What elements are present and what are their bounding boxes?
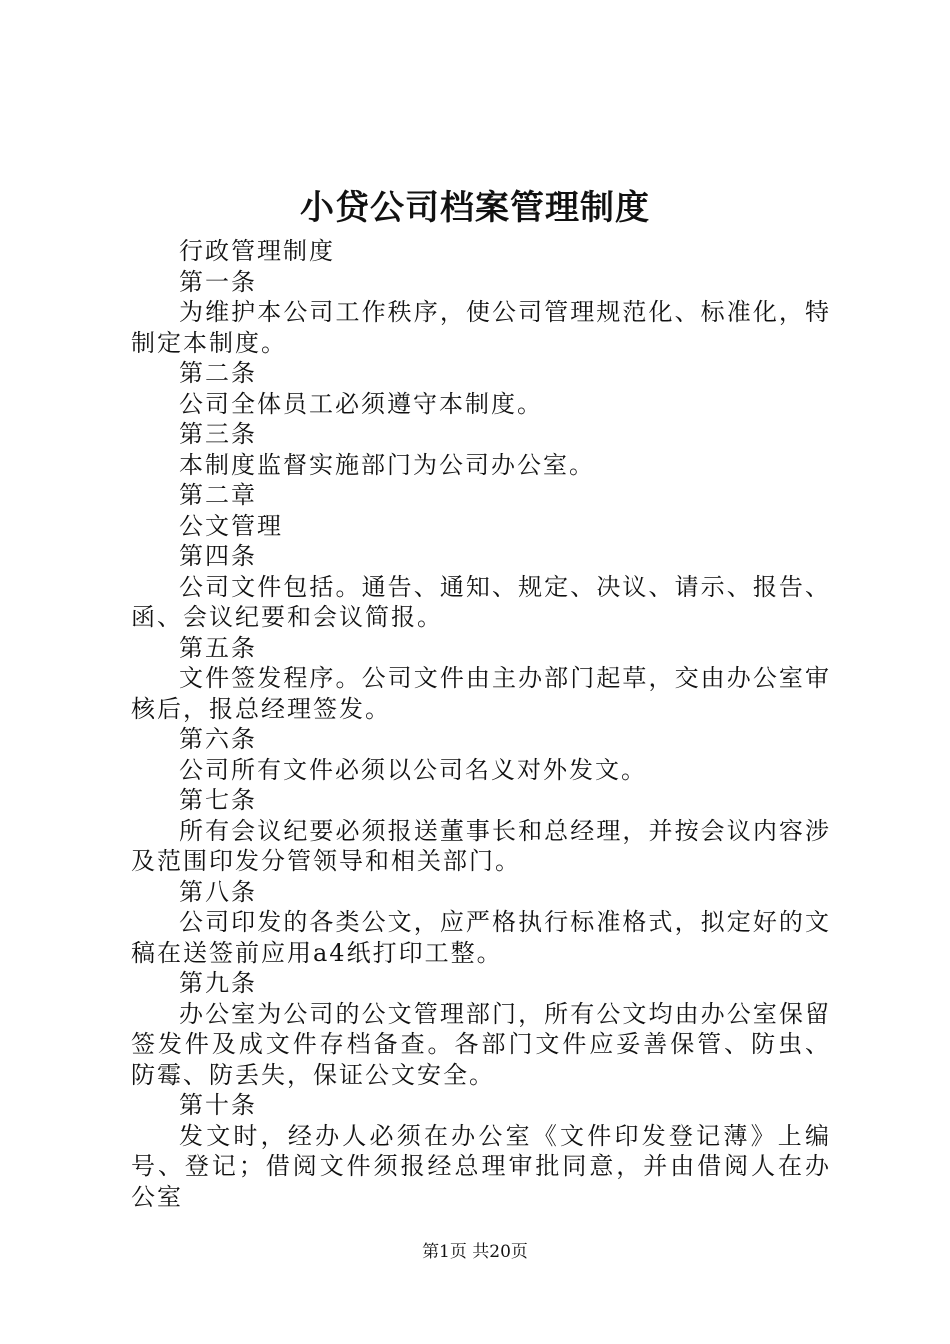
paragraph: 公司文件包括。通告、通知、规定、决议、请示、报告、函、会议纪要和会议简报。 [131,572,831,631]
paragraph: 所有会议纪要必须报送董事长和总经理，并按会议内容涉及范围印发分管领导和相关部门。 [131,816,831,875]
paragraph: 公司全体员工必须遵守本制度。 [179,389,543,418]
paragraph: 第二条 [179,359,257,387]
paragraph: 第二章 [179,481,257,509]
paragraph: 第四条 [179,542,257,570]
paragraph: 第七条 [179,786,257,814]
page-footer [0,1240,950,1264]
paragraph: 发文时，经办人必须在办公室《文件印发登记薄》上编号、登记；借阅文件须报经总理审批同意，并由借阅人在办公室 [131,1121,831,1211]
paragraph: 公文管理 [179,511,283,540]
paragraph: 第十条 [179,1091,257,1119]
document-body [131,236,831,1212]
paragraph: 文件签发程序。公司文件由主办部门起草，交由办公室审核后，报总经理签发。 [131,664,831,723]
paragraph: 第六条 [179,725,257,753]
paragraph: 行政管理制度 [179,237,335,265]
paragraph: 第八条 [179,877,257,906]
page-number: 第1页 共20页 [422,1242,528,1262]
document-title: 小贷公司档案管理制度 [300,188,650,228]
paragraph: 为维护本公司工作秩序，使公司管理规范化、标准化，特制定本制度。 [131,298,831,357]
paragraph: 本制度监督实施部门为公司办公室。 [179,450,595,479]
paragraph: 第五条 [179,633,257,662]
paragraph: 第九条 [179,969,257,997]
paragraph: 公司印发的各类公文，应严格执行标准格式，拟定好的文稿在送签前应用a4纸打印工整。 [131,908,831,967]
paragraph: 公司所有文件必须以公司名义对外发文。 [179,755,647,784]
paragraph: 办公室为公司的公文管理部门，所有公文均由办公室保留签发件及成文件存档备查。各部门文件应妥善保管、防虫、防霉、防丢失，保证公文安全。 [131,999,831,1089]
paragraph: 第三条 [179,420,257,448]
paragraph: 第一条 [179,267,257,296]
